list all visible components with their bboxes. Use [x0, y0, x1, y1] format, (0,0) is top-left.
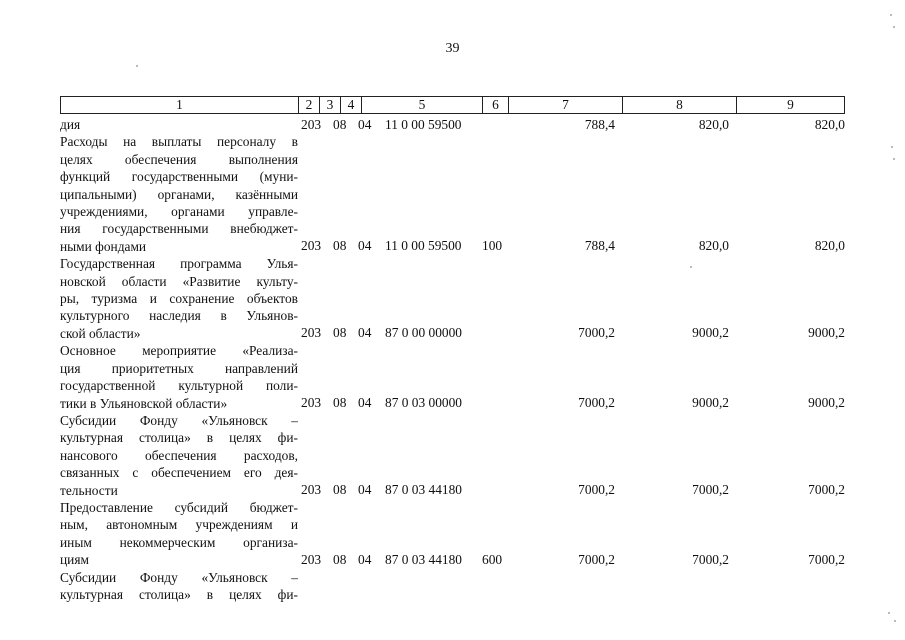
cell-col-9: 820,0: [814, 238, 845, 254]
scan-speck: [136, 65, 138, 67]
cell-col-8: 7000,2: [692, 551, 729, 567]
scan-speck: [888, 612, 890, 614]
cell-col-2: 203: [301, 551, 322, 567]
cell-col-5: 87 0 03 00000: [385, 394, 462, 410]
header-col-9: 9: [787, 97, 794, 112]
header-col-3: 3: [320, 97, 341, 113]
table-row: [60, 342, 850, 412]
cell-col-7: 7000,2: [578, 325, 615, 341]
cell-col-8: 820,0: [698, 117, 729, 132]
cell-col-3: 08: [333, 394, 347, 410]
row-description-line: функций государственными (муни-: [60, 169, 298, 185]
cell-col-4: 04: [358, 325, 372, 341]
row-description-line: Субсидии Фонду «Ульяновск –: [60, 569, 298, 585]
cell-col-2: 203: [301, 238, 322, 254]
row-description: [60, 569, 298, 604]
row-description-line: Основное мероприятие «Реализа-: [60, 343, 298, 359]
row-description-line: новской области «Развитие культу-: [60, 273, 298, 289]
cell-col-2: 203: [301, 481, 322, 497]
cell-col-4: 04: [358, 481, 372, 497]
cell-col-8: 9000,2: [692, 394, 729, 410]
scan-speck: [690, 266, 692, 268]
row-description-line: Субсидии Фонду «Ульяновск –: [60, 412, 298, 428]
row-values: [60, 324, 850, 342]
cell-col-8: 7000,2: [692, 481, 729, 497]
scan-speck: [890, 14, 892, 16]
table-row: [60, 499, 850, 569]
cell-col-6: 100: [482, 238, 503, 254]
row-description-line: Предоставление субсидий бюджет-: [60, 499, 298, 515]
cell-col-2: 203: [301, 325, 322, 341]
table-row: [60, 569, 850, 604]
row-description-line: культурного наследия в Ульянов-: [60, 308, 298, 324]
cell-col-3: 08: [333, 551, 347, 567]
header-col-8: 8: [623, 97, 737, 113]
row-description-line: ция приоритетных направлений: [60, 360, 298, 376]
cell-col-3: 08: [333, 238, 347, 254]
cell-col-5: 87 0 03 44180: [385, 551, 462, 567]
cell-col-5: 87 0 03 44180: [385, 481, 462, 497]
row-description-line: ния государственными внебюджет-: [60, 221, 298, 237]
cell-col-7: 788,4: [584, 238, 615, 254]
row-values: [60, 394, 850, 412]
cell-col-4: 04: [358, 394, 372, 410]
row-description-line: культурная столица» в целях фи-: [60, 430, 298, 446]
cell-col-3: 08: [333, 481, 347, 497]
cell-col-7: 788,4: [584, 117, 615, 132]
header-col-6: 6: [483, 97, 509, 113]
row-description-line: дия: [60, 117, 81, 132]
cell-col-9: 820,0: [814, 117, 845, 132]
row-description-line: тики в Ульяновской области»: [60, 395, 228, 411]
row-description-line: ным, автономным учреждениям и: [60, 517, 298, 533]
cell-col-7: 7000,2: [578, 394, 615, 410]
table-body: [60, 116, 850, 603]
row-description-line: циям: [60, 552, 89, 568]
scan-speck: [894, 620, 896, 622]
row-description-line: Государственная программа Улья-: [60, 256, 298, 272]
row-description-line: государственной культурной поли-: [60, 378, 298, 394]
row-description-line: ными фондами: [60, 238, 147, 254]
header-col-4: 4: [341, 97, 362, 113]
cell-col-7: 7000,2: [578, 551, 615, 567]
cell-col-5: 11 0 00 59500: [385, 238, 462, 254]
row-description-line: культурная столица» в целях фи-: [60, 586, 298, 602]
cell-col-2: 203: [301, 117, 322, 132]
cell-col-3: 08: [333, 325, 347, 341]
cell-col-5: 11 0 00 59500: [385, 117, 462, 132]
row-description-line: связанных с обеспечением его дея-: [60, 465, 298, 481]
cell-col-9: 7000,2: [808, 551, 845, 567]
table-header: [60, 96, 845, 114]
table-row: [60, 133, 850, 255]
header-col-1: 1: [61, 97, 299, 113]
row-description-line: учреждениями, органами управле-: [60, 204, 298, 220]
row-description-line: ципальными) органами, казёнными: [60, 186, 298, 202]
row-values: [60, 116, 850, 134]
page-number: 39: [445, 41, 460, 56]
scan-speck: [891, 146, 893, 148]
cell-col-9: 9000,2: [808, 325, 845, 341]
row-values: [60, 237, 850, 255]
row-description-line: ры, туризма и сохранение объектов: [60, 291, 298, 307]
header-col-5: 5: [362, 97, 483, 113]
cell-col-9: 9000,2: [808, 394, 845, 410]
row-description-line: Расходы на выплаты персоналу в: [60, 134, 298, 150]
table-row: [60, 116, 850, 133]
row-description-line: целях обеспечения выполнения: [60, 151, 298, 167]
table-row: [60, 255, 850, 342]
row-description-line: иным некоммерческим организа-: [60, 534, 298, 550]
cell-col-4: 04: [358, 117, 372, 132]
row-description-line: нансового обеспечения расходов,: [60, 447, 298, 463]
cell-col-7: 7000,2: [578, 481, 615, 497]
cell-col-4: 04: [358, 551, 372, 567]
row-description-line: ской области»: [60, 325, 141, 341]
cell-col-4: 04: [358, 238, 372, 254]
cell-col-6: 600: [482, 551, 503, 567]
cell-col-8: 9000,2: [692, 325, 729, 341]
cell-col-2: 203: [301, 394, 322, 410]
row-description-line: тельности: [60, 482, 118, 498]
cell-col-9: 7000,2: [808, 481, 845, 497]
header-col-7: 7: [509, 97, 623, 113]
header-col-2: 2: [299, 97, 320, 113]
table-row: [60, 412, 850, 499]
cell-col-5: 87 0 00 00000: [385, 325, 462, 341]
row-values: [60, 551, 850, 569]
row-values: [60, 481, 850, 499]
scan-speck: [893, 158, 895, 160]
cell-col-8: 820,0: [698, 238, 729, 254]
cell-col-3: 08: [333, 117, 347, 132]
scan-speck: [893, 26, 895, 28]
